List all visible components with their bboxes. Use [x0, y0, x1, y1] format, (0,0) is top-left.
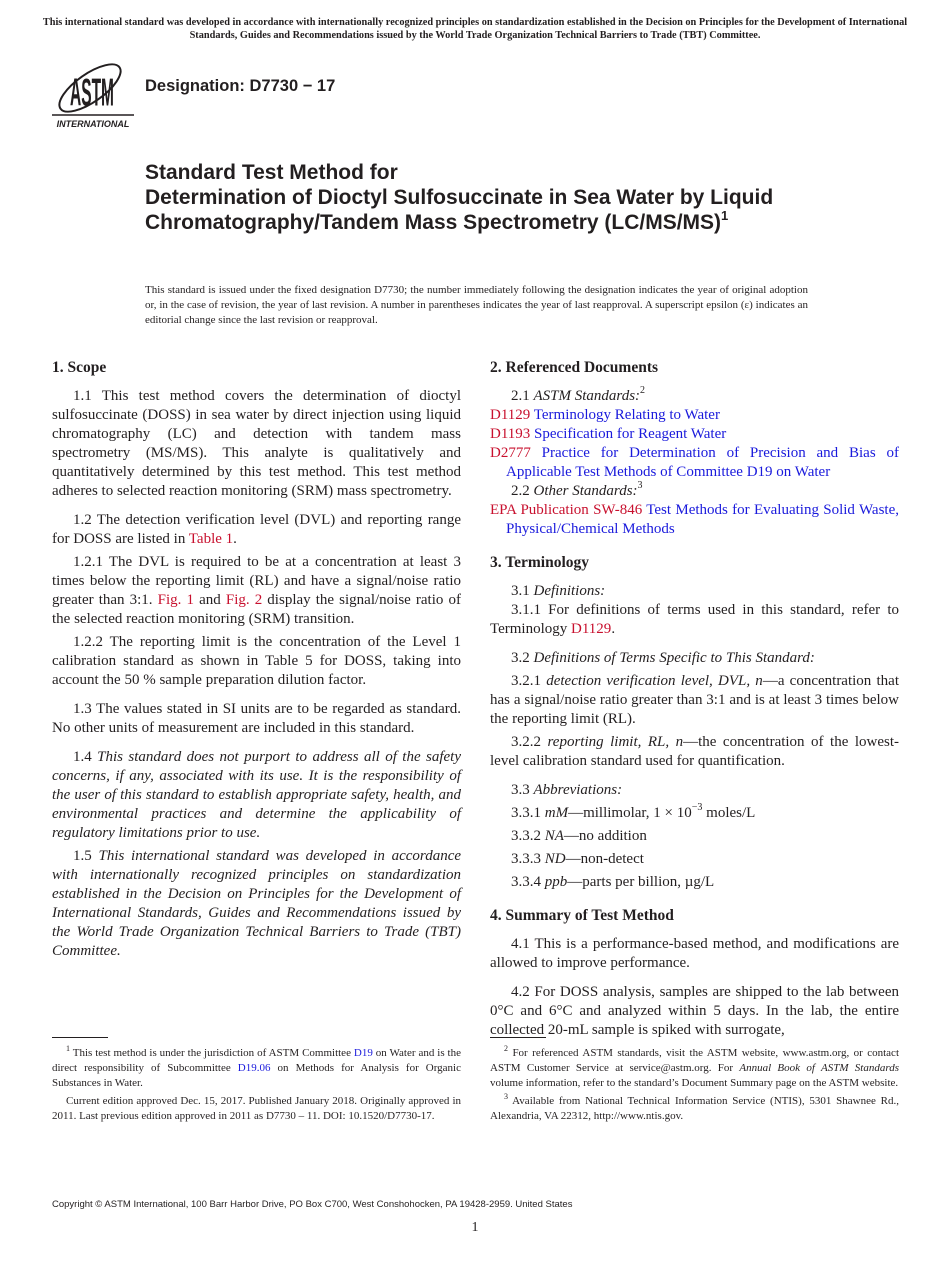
text: Available from National Technical Information Service (NTIS), 5301 Shawnee Rd., Alexandria, VA 22312, http://www.ntis.gov.: [490, 1095, 899, 1122]
paragraph: [490, 387, 899, 406]
reference-item: [490, 444, 899, 482]
superscript: 2: [640, 385, 646, 396]
text: 4.1 This is a performance-based method, and modifications are allowed to improve performance.: [490, 936, 899, 971]
superscript: −3: [691, 802, 703, 813]
footnotes-left: [52, 1046, 461, 1127]
reference-link[interactable]: Terminology Relating to Water: [530, 407, 720, 423]
superscript: 1: [66, 1044, 70, 1053]
text: .: [611, 621, 616, 637]
paragraph: [52, 387, 461, 501]
footnote: [490, 1094, 899, 1124]
footnote-rule: [52, 1037, 108, 1038]
text: and: [194, 592, 226, 608]
text: 2.2: [511, 483, 534, 499]
text: 1.2.1 The DVL is required to be at a concentration at least 3 times below the reporting limit (RL) and have a signal/noise ratio greater than 3:1.: [52, 554, 461, 608]
text: 1.1 This test method covers the determination of dioctyl sulfosuccinate (DOSS) in sea water by direct injection using liquid chromatography (LC) and detection with tandem mass spectrometry (MS/MS). This analyte is qualitatively and quantitatively determined by this test method. This test method adheres to selected reaction monitoring (SRM) mass spectrometry.: [52, 388, 461, 499]
designation: Designation: D7730 − 17: [145, 77, 336, 95]
text: 3.3.3: [511, 851, 545, 867]
paragraph: [490, 482, 899, 501]
text: 1.5: [73, 848, 99, 864]
text: 3.3.4: [511, 874, 545, 890]
text: —millimolar, 1 × 10: [568, 805, 692, 821]
footnote: [490, 1046, 899, 1091]
text: 3.2.2: [511, 734, 548, 750]
text: —parts per billion, µg/L: [567, 874, 715, 890]
section-heading: [52, 358, 461, 377]
svg-text:ASTM: ASTM: [70, 71, 114, 115]
text: Definitions:: [533, 583, 606, 599]
paragraph: [490, 601, 899, 639]
astm-logo: [52, 56, 134, 132]
footnote: [52, 1094, 461, 1124]
text: Definitions of Terms Specific to This Standard:: [533, 650, 815, 666]
text: 3.1.1 For definitions of terms used in this standard, refer to Terminology: [490, 602, 899, 637]
paragraph: [490, 804, 899, 823]
text: on Methods for Analysis for Organic Substances in Water.: [52, 1062, 461, 1089]
text: 3.2: [511, 650, 534, 666]
left-column: [52, 358, 461, 965]
tbt-notice: This international standard was developed in accordance with internationally recognized principles on standardization established in the Decision on Principles for the Development of International Standards, Guides and Recommendations issued by the World Trade Organization Technical Barriers to Trade (TBT) Committee.: [42, 17, 908, 41]
paragraph: [490, 873, 899, 892]
text: Abbreviations:: [533, 782, 623, 798]
text: —a concentration that has a signal/noise ratio greater than 3:1 and is at least 3 times below the reporting limit (RL).: [490, 673, 900, 727]
text: —no addition: [563, 828, 647, 844]
footnotes-right: [490, 1046, 899, 1127]
paragraph: [52, 748, 461, 843]
reference-item: [490, 406, 899, 425]
superscript: 3: [504, 1092, 508, 1101]
text: 1.4: [73, 749, 98, 765]
text: reporting limit, RL, n: [547, 734, 684, 750]
text: moles/L: [702, 805, 756, 821]
section-heading: [490, 906, 899, 925]
paragraph: [490, 582, 899, 601]
document-title: [145, 160, 845, 235]
reference-link[interactable]: D1129: [571, 621, 612, 637]
paragraph: [52, 633, 461, 690]
text: 4.2 For DOSS analysis, samples are shipped to the lab between 0°C and 6°C and analyzed within 5 days. In the lab, the entire collected 20-mL sample is spiked with surrogate,: [490, 984, 899, 1038]
text: NA: [544, 828, 564, 844]
text: Annual Book of ASTM Standards: [739, 1062, 899, 1074]
reference-link[interactable]: D19: [353, 1047, 373, 1059]
title-line-2: Determination of Dioctyl Sulfosuccinate in Sea Water by Liquid Chromatography/Tandem Mass Spectrometry (LC/MS/MS): [145, 186, 774, 234]
text: 1.3 The values stated in SI units are to be regarded as standard. No other units of measurement are included in this standard.: [52, 701, 461, 736]
paragraph: [490, 983, 899, 1040]
text: 1.2.2 The reporting limit is the concentration of the Level 1 calibration standard as shown in Table 5 for DOSS, taking into account the 50 % sample preparation dilution factor.: [52, 634, 461, 688]
text: This standard does not purport to address all of the safety concerns, if any, associated with its use. It is the responsibility of the user of this standard to establish appropriate safety, health, and environmental practices and determine the applicability of regulatory limitations prior to use.: [52, 749, 462, 841]
text: ppb: [544, 874, 568, 890]
page-number: 1: [471, 1220, 479, 1235]
text: 3.1: [511, 583, 534, 599]
text: 3.3: [511, 782, 534, 798]
paragraph: [490, 672, 899, 729]
text: 4. Summary of Test Method: [490, 907, 674, 924]
reference-link[interactable]: Fig. 1: [157, 592, 195, 608]
text: volume information, refer to the standard’s Document Summary page on the ASTM website.: [490, 1077, 899, 1089]
text: ASTM Standards:: [533, 388, 641, 404]
text: This test method is under the jurisdiction of ASTM Committee: [70, 1047, 354, 1059]
reference-link[interactable]: D19.06: [237, 1062, 271, 1074]
reference-link[interactable]: EPA Publication SW-846: [490, 502, 643, 518]
section-heading: [490, 553, 899, 572]
text: —non-detect: [565, 851, 644, 867]
text: 3. Terminology: [490, 554, 590, 571]
text: —the concentration of the lowest-level calibration standard used for quantification.: [490, 734, 900, 769]
footnote: [52, 1046, 461, 1091]
text: display the signal/noise ratio of the selected reaction monitoring (SRM) transition.: [52, 592, 461, 627]
text: 1. Scope: [52, 359, 107, 376]
paragraph: [490, 781, 899, 800]
text: 2.1: [511, 388, 534, 404]
text: For referenced ASTM standards, visit the ASTM website, www.astm.org, or contact ASTM Customer Service at service@astm.org. For: [490, 1047, 899, 1074]
reference-item: [490, 501, 899, 539]
text: 1.2 The detection verification level (DVL) and reporting range for DOSS are listed in: [52, 512, 461, 547]
paragraph: [52, 700, 461, 738]
paragraph: [490, 649, 899, 668]
text: Other Standards:: [533, 483, 638, 499]
reference-link[interactable]: Test Methods for Evaluating Solid Waste, Physical/Chemical Methods: [506, 502, 899, 537]
reference-link[interactable]: Table 1: [188, 531, 234, 547]
text: mM: [544, 805, 569, 821]
reference-link[interactable]: Specification for Reagent Water: [530, 426, 727, 442]
section-heading: [490, 358, 899, 377]
reference-link[interactable]: Fig. 2: [225, 592, 263, 608]
title-footnote-marker: 1: [721, 208, 729, 223]
text: on Water and is the direct responsibility of Subcommittee: [52, 1047, 461, 1074]
text: 3.2.1: [511, 673, 547, 689]
copyright: Copyright © ASTM International, 100 Barr Harbor Drive, PO Box C700, West Conshohocken, PA 19428-2959. United States: [52, 1199, 573, 1210]
paragraph: [52, 847, 461, 961]
reference-link[interactable]: D1129: [490, 407, 531, 423]
superscript: 2: [504, 1044, 508, 1053]
paragraph: [52, 511, 461, 549]
svg-text:INTERNATIONAL: INTERNATIONAL: [56, 119, 130, 129]
footnote-rule: [490, 1037, 546, 1038]
text: Current edition approved Dec. 15, 2017. Published January 2018. Originally approved in 2011. Last previous edition approved in 2011 as D7730 – 11. DOI: 10.1520/D7730-17.: [52, 1095, 461, 1122]
title-line-1: Standard Test Method for: [145, 161, 398, 184]
text: 2. Referenced Documents: [490, 359, 659, 376]
reference-link[interactable]: D1193: [490, 426, 531, 442]
paragraph: [490, 827, 899, 846]
text: 3.3.2: [511, 828, 545, 844]
text: This international standard was developed in accordance with internationally recognized principles on standardization established in the Decision on Principles for the Development of International Standards, Guides and Recommendations issued by the World Trade Organization Technical Barriers to Trade (TBT) Committee.: [52, 848, 462, 959]
text: detection verification level, DVL, n: [546, 673, 763, 689]
reference-link[interactable]: Practice for Determination of Precision and Bias of Applicable Test Methods of Committee D19 on Water: [506, 445, 899, 480]
preamble: This standard is issued under the fixed designation D7730; the number immediately following the designation indicates the year of original adoption or, in the case of revision, the year of last revision. A number in parentheses indicates the year of last reapproval. A superscript epsilon (ε) indicates an editorial change since the last revision or reapproval.: [145, 284, 808, 326]
paragraph: [490, 850, 899, 869]
text: 3.3.1: [511, 805, 545, 821]
text: ND: [544, 851, 566, 867]
paragraph: [490, 733, 899, 771]
paragraph: [52, 553, 461, 629]
reference-link[interactable]: D2777: [490, 445, 531, 461]
text: .: [233, 531, 237, 547]
paragraph: [490, 935, 899, 973]
reference-item: [490, 425, 899, 444]
superscript: 3: [637, 480, 643, 491]
right-column: [490, 358, 899, 1044]
